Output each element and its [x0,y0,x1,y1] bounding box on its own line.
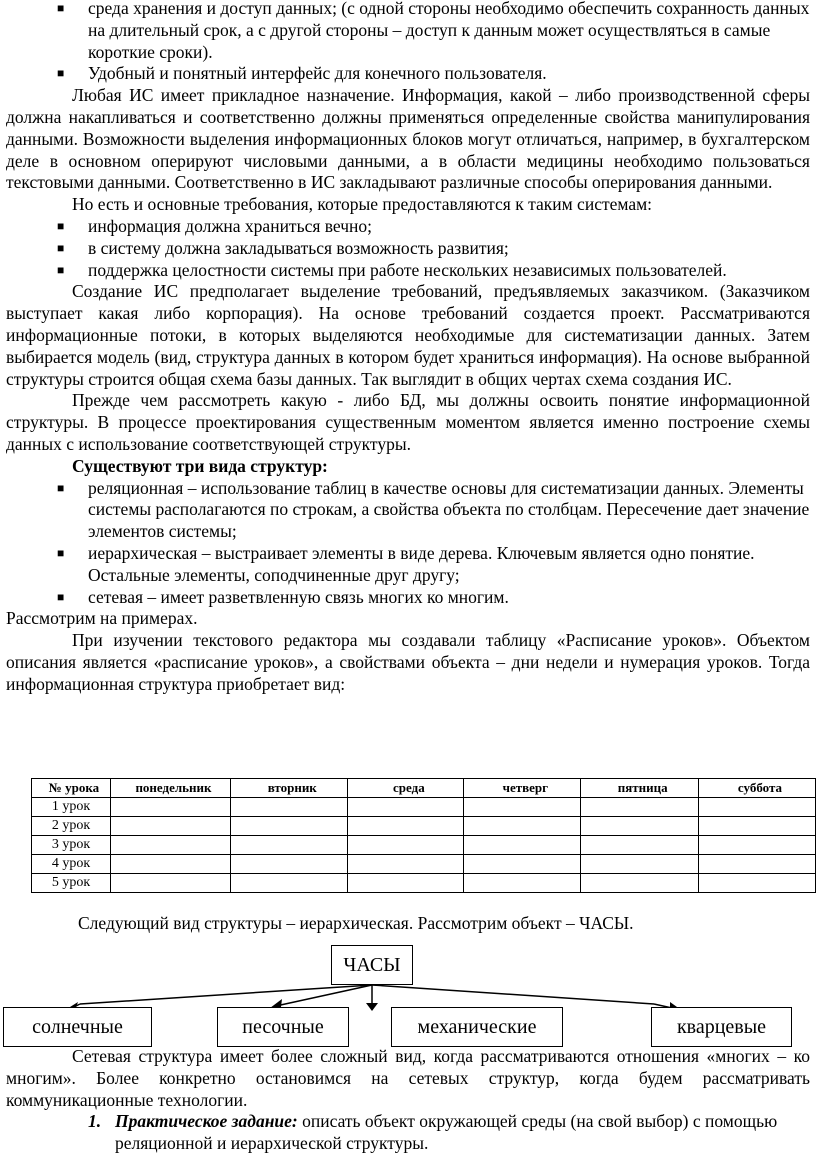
square-bullet-icon: ■ [57,240,65,255]
list-item: ■ информация должна храниться вечно; [57,215,373,236]
list-item: ■ реляционная – использование таблиц в качестве основы для систематизации данных. Элементы системы располагаются по строкам, а свойства объекта по столбцам. Пересечение дает значение элементов системы; [57,477,810,542]
row-label: 2 урок [32,817,111,836]
task-label: Практическое задание: [115,1111,298,1132]
list-item: ■ сетевая – имеет разветвленную связь многих ко многим. [57,586,509,607]
paragraph: При изучении текстового редактора мы создавали таблицу «Расписание уроков». Объектом описания является «расписание уроков», а свойствами объекта – дни недели и нумерация уроков. Тогда информационная структура приобретает вид: [6,630,810,694]
paragraph: Прежде чем рассмотреть какую - либо БД, мы должны освоить понятие информационной структуры. В процессе проектирования существенным моментом является именно построение схемы данных с использование соответствующей структуры. [6,390,810,454]
square-bullet-icon: ■ [57,218,65,233]
column-header: среда [348,779,464,798]
list-item: ■ Удобный и понятный интерфейс для конечного пользователя. [57,63,547,84]
paragraph: Любая ИС имеет прикладное назначение. Информация, какой – либо производственной сферы должна накапливаться и соответственно должны применяться определенные свойства манипулирования данными. Возможности выделения информационных блоков могут отличаться, например, в бухгалтерском деле в основном оперируют числовыми данными, а в области медицины необходимо пользоваться текстовыми данными. Соответственно в ИС закладывают различные способы оперирования данными. [6,85,810,193]
list-item: ■ иерархическая – выстраивает элементы в виде дерева. Ключевым является одно понятие. Остальные элементы, соподчиненные друг другу; [57,542,755,585]
paragraph: Сетевая структура имеет более сложный вид, когда рассматриваются отношения «многих – ко многим». Более конкретно остановимся на сетевых структур, когда будем рассматривать коммуникационные технологии. [6,1046,810,1110]
row-label: 5 урок [32,874,111,893]
tree-child-node: песочные [217,1007,349,1047]
list-item: ■ в систему должна закладываться возможность развития; [57,237,509,258]
paragraph: Рассмотрим на примерах. [6,608,198,629]
closing-section [0,1046,816,1155]
tree-root-node: ЧАСЫ [331,945,413,985]
paragraph: Создание ИС предполагает выделение требований, предъявляемых заказчиком. (Заказчиком выступает какая либо корпорация). На основе требований создается проект. Рассматриваются информационные потоки, в которых выделяются необходимые для систематизации данных. Затем выбирается модель (вид, структура данных в котором будет храниться информация). На основе выбранной структуры строится общая схема базы данных. Так выглядит в общих чертах схема создания ИС. [6,281,810,389]
square-bullet-icon: ■ [57,480,65,495]
section-heading: Существуют три вида структур: [72,455,328,476]
paragraph: Следующий вид структуры – иерархическая. Рассмотрим объект – ЧАСЫ. [78,913,634,933]
square-bullet-icon: ■ [57,589,65,604]
square-bullet-icon: ■ [57,545,65,560]
row-label: 3 урок [32,836,111,855]
row-label: 4 урок [32,855,111,874]
tree-child-node: солнечные [3,1007,152,1047]
column-header: четверг [464,779,581,798]
task-number: 1. [88,1111,102,1132]
square-bullet-icon: ■ [57,66,65,81]
tree-child-node: механические [391,1007,563,1047]
column-header: суббота [698,779,815,798]
list-item: ■ поддержка целостности системы при работе нескольких независимых пользователей. [57,259,727,280]
column-header: пятница [581,779,699,798]
square-bullet-icon: ■ [57,1,65,15]
column-header: № урока [32,779,111,798]
column-header: вторник [231,779,348,798]
task-text: описать объект окружающей среды (на свой выбор) с помощью реляционной и иерархической структуры. [115,1111,778,1154]
column-header: понедельник [110,779,230,798]
square-bullet-icon: ■ [57,262,65,277]
list-item: ■ среда хранения и доступ данных; (с одной стороны необходимо обеспечить сохранность данных на длительный срок, а с другой стороны – доступ к данным может осуществляться в самые короткие сроки). [57,0,810,62]
practical-task [0,1111,816,1155]
row-label: 1 урок [32,798,111,817]
tree-child-node: кварцевые [651,1007,792,1047]
paragraph: Но есть и основные требования, которые предоставляются к таким системам: [72,194,653,215]
